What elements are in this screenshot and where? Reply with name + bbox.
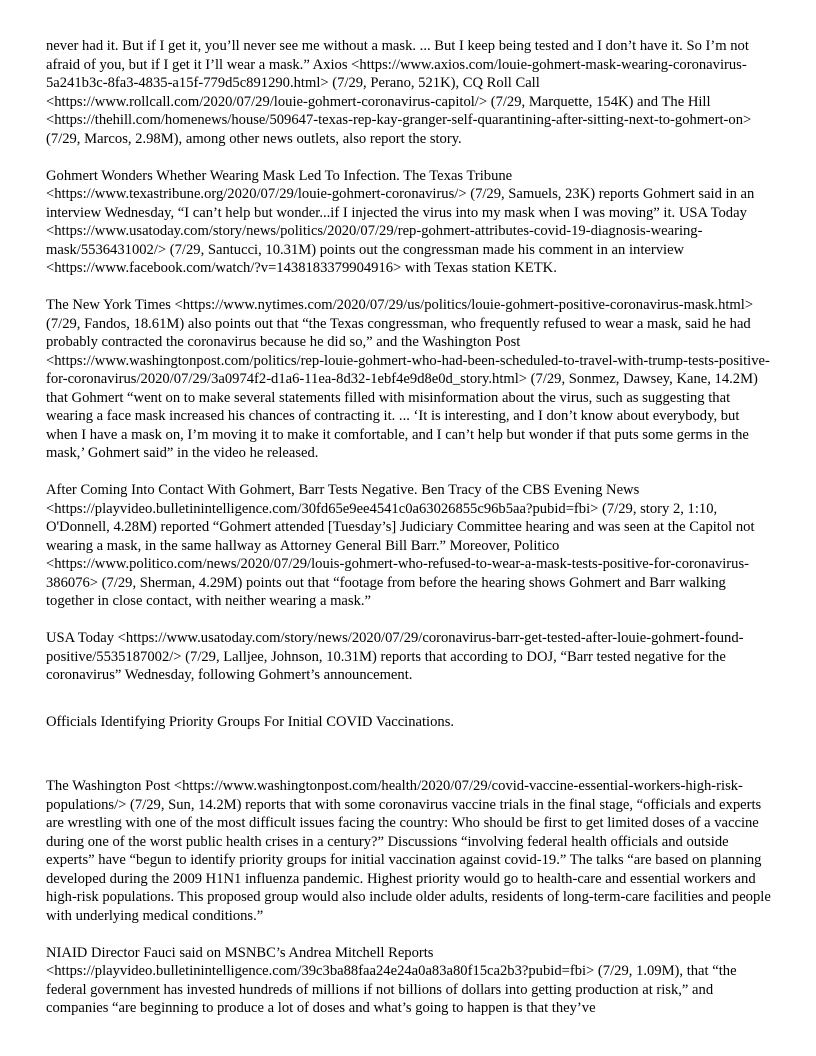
paragraph-washington-post-vaccine: The Washington Post <https://www.washingtonpost.com/health/2020/07/29/covid-vaccine-essential-workers-high-risk-populations/> (7/29, Sun, 14.2M) reports that with some coronavirus vaccine trials in the final stage, “officials and experts are wrestling with one of the most difficult issues facing the country: Who should be first to get limited doses of a vaccine during one of the worst public health crises in a century?” Discussions “involving federal health officials and outside experts” have “begun to identify priority groups for initial vaccination against covid-19.” The talks “are based on planning developed during the 2009 H1N1 influenza pandemic. Highest priority would go to health-care and essential workers and high-risk populations. This proposed group would also include older adults, residents of long-term-care facilities and people with underlying medical conditions.” (46, 778, 771, 924)
paragraph-gohmert-wonders: Gohmert Wonders Whether Wearing Mask Led To Infection. The Texas Tribune <https://www.texastribune.org/2020/07/29/louie-gohmert-coronavirus/> (7/29, Samuels, 23K) reports Gohmert said in an interview Wednesday, “I can’t help but wonder...if I injected the virus into my mask when I was moving” it. USA Today <https://www.usatoday.com/story/news/politics/2020/07/29/rep-gohmert-attributes-covid-19-diagnosis-wearing-mask/5536431002/> (7/29, Santucci, 10.31M) points out the congressman made his comment in an interview <https://www.facebook.com/watch/?v=1438183379904916> with Texas station KETK. (46, 167, 755, 276)
paragraph-nyt-wapo: The New York Times <https://www.nytimes.com/2020/07/29/us/politics/louie-gohmert-positive-coronavirus-mask.html> (7/29, Fandos, 18.61M) also points out that “the Texas congressman, who frequently refused to wear a mask, said he had probably contracted the coronavirus because he did so,” and the Washington Post <https://www.washingtonpost.com/politics/rep-louie-gohmert-who-had-been-scheduled-to-travel-with-trump-tests-positive-for-coronavirus/2020/07/29/3a0974f2-d1a6-11ea-8d32-1ebf4e9d8e0d_story.html> (7/29, Sonmez, Dawsey, Kane, 14.2M) that Gohmert “went on to make several statements filled with misinformation about the virus, such as suggesting that wearing a face mask increased his chances of contracting it. ... ‘It is interesting, and I don’t know about everybody, but when I have a mask on, I’m moving it to make it comfortable, and I can’t help but wonder if that puts some germs in the mask,’ Gohmert said” in the video he released. (46, 297, 770, 461)
section-heading: Officials Identifying Priority Groups For Initial COVID Vaccinations. (46, 713, 455, 730)
paragraph-usa-today-barr: USA Today <https://www.usatoday.com/story/news/2020/07/29/coronavirus-barr-get-tested-after-louie-gohmert-found-positive/5535187002/> (7/29, Lalljee, Johnson, 10.31M) reports that according to DOJ, “Barr tested negative for the coronavirus” Wednesday, following Gohmert’s announcement. (46, 630, 744, 683)
paragraph-mask-quote-coverage: never had it. But if I get it, you’ll never see me without a mask. ... But I keep being tested and I don’t have it. So I’m not afraid of you, but if I get it I’ll wear a mask.” Axios <https://www.axios.com/louie-gohmert-mask-wearing-coronavirus-5a241b3c-8fa3-4835-a15f-779d5c891290.html> (7/29, Perano, 521K), CQ Roll Call <https://www.rollcall.com/2020/07/29/louie-gohmert-coronavirus-capitol/> (7/29, Marquette, 154K) and The Hill <https://thehill.com/homenews/house/509647-texas-rep-kay-granger-self-quarantining-after-sitting-next-to-gohmert-on> (7/29, Marcos, 2.98M), among other news outlets, also report the story. (46, 38, 752, 147)
paragraph-barr-tests-negative: After Coming Into Contact With Gohmert, Barr Tests Negative. Ben Tracy of the CBS Evening News <https://playvideo.bulletinintelligence.com/30fd65e9ee4541c0a63026855c96b5aa?pubid=fbi> (7/29, story 2, 1:10, O'Donnell, 4.28M) reported “Gohmert attended [Tuesday’s] Judiciary Committee hearing and was seen at the Capitol not wearing a mask, in the same hallway as Attorney General Bill Barr.” Moreover, Politico <https://www.politico.com/news/2020/07/29/louis-gohmert-who-refused-to-wear-a-mask-tests-positive-for-coronavirus-386076> (7/29, Sherman, 4.29M) points out that “footage from before the hearing shows Gohmert and Barr walking together in close contact, with neither wearing a mask.” (46, 482, 755, 609)
paragraph-fauci-msnbc: NIAID Director Fauci said on MSNBC’s Andrea Mitchell Reports <https://playvideo.bulletinintelligence.com/39c3ba88faa24e24a0a83a80f15ca2b3?pubid=fbi> (7/29, 1.09M), that “the federal government has invested hundreds of millions if not billions of dollars into getting production at risk,” and companies “are beginning to produce a lot of doses and what’s going to happen is that they’ve (46, 944, 737, 1016)
document-page (46, 37, 774, 1036)
